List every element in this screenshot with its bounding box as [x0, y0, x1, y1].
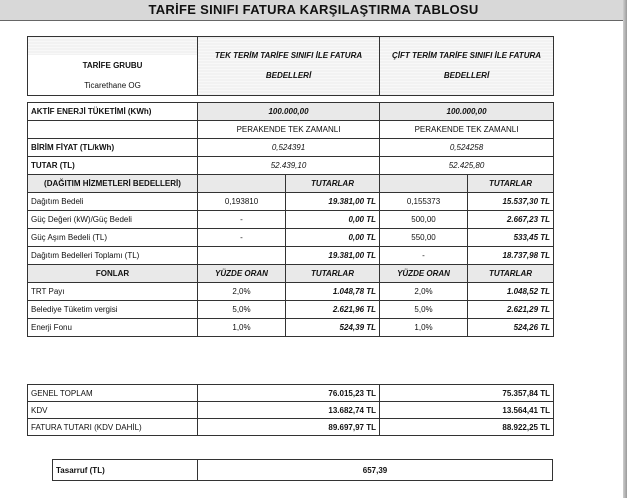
unit-price-label: BİRİM FİYAT (TL/kWh) — [28, 139, 198, 157]
funds-tutarlar-double: TUTARLAR — [468, 265, 554, 283]
amount-single: 52.439,10 — [198, 157, 380, 175]
funds-header-row — [28, 265, 554, 283]
single-term-heading: TEK TERİM TARİFE SINIFI İLE FATURA BEDELLERİ — [198, 37, 380, 96]
total-double: 88.922,25 TL — [380, 419, 554, 436]
total-label: KDV — [28, 402, 198, 419]
fund-row-label: Enerji Fonu — [28, 319, 198, 337]
fund-row — [28, 301, 554, 319]
funds-pct-double: YÜZDE ORAN — [380, 265, 468, 283]
double-rate: 550,00 — [380, 229, 468, 247]
total-single: 89.697,97 TL — [198, 419, 380, 436]
double-rate: - — [380, 247, 468, 265]
single-amount: 2.621,96 TL — [286, 301, 380, 319]
double-amount: 2.621,29 TL — [468, 301, 554, 319]
header-row — [28, 37, 554, 56]
distribution-tutarlar-double: TUTARLAR — [468, 175, 554, 193]
distribution-row — [28, 193, 554, 211]
savings-row — [53, 460, 553, 481]
savings-table — [52, 459, 553, 481]
total-label: FATURA TUTARI (KDV DAHİL) — [28, 419, 198, 436]
fund-row-label: Belediye Tüketim vergisi — [28, 301, 198, 319]
funds-header: FONLAR — [28, 265, 198, 283]
double-amount: 18.737,98 TL — [468, 247, 554, 265]
single-amount: 524,39 TL — [286, 319, 380, 337]
fund-row — [28, 319, 554, 337]
single-rate: 0,193810 — [198, 193, 286, 211]
total-single: 76.015,23 TL — [198, 385, 380, 402]
amount-double: 52.425,80 — [380, 157, 554, 175]
double-rate: 500,00 — [380, 211, 468, 229]
totals-table — [27, 384, 554, 436]
total-row — [28, 419, 554, 436]
active-energy-double: 100.000,00 — [380, 103, 554, 121]
single-pct: 2,0% — [198, 283, 286, 301]
active-energy-label: AKTİF ENERJİ TÜKETİMİ (KWh) — [28, 103, 198, 121]
funds-tutarlar-single: TUTARLAR — [286, 265, 380, 283]
distribution-tutarlar-single: TUTARLAR — [286, 175, 380, 193]
active-energy-row — [28, 103, 554, 121]
single-rate: - — [198, 229, 286, 247]
funds-pct-single: YÜZDE ORAN — [198, 265, 286, 283]
distribution-header-row — [28, 175, 554, 193]
unit-price-single: 0,524391 — [198, 139, 380, 157]
single-amount: 1.048,78 TL — [286, 283, 380, 301]
single-rate — [198, 247, 286, 265]
fund-row — [28, 283, 554, 301]
page-title: TARİFE SINIFI FATURA KARŞILAŞTIRMA TABLOSU — [0, 0, 627, 21]
single-amount: 0,00 TL — [286, 211, 380, 229]
total-row — [28, 402, 554, 419]
single-amount: 0,00 TL — [286, 229, 380, 247]
total-double: 75.357,84 TL — [380, 385, 554, 402]
distribution-row-label: Dağıtım Bedelleri Toplamı (TL) — [28, 247, 198, 265]
distribution-row-label: Dağıtım Bedeli — [28, 193, 198, 211]
distribution-row — [28, 229, 554, 247]
amount-row — [28, 157, 554, 175]
savings-value: 657,39 — [198, 460, 553, 481]
total-row — [28, 385, 554, 402]
retail-double: PERAKENDE TEK ZAMANLI — [380, 121, 554, 139]
single-amount: 19.381,00 TL — [286, 247, 380, 265]
distribution-header: (DAĞITIM HİZMETLERİ BEDELLERİ) — [28, 175, 198, 193]
single-pct: 5,0% — [198, 301, 286, 319]
total-double: 13.564,41 TL — [380, 402, 554, 419]
total-single: 13.682,74 TL — [198, 402, 380, 419]
double-amount: 15.537,30 TL — [468, 193, 554, 211]
fund-row-label: TRT Payı — [28, 283, 198, 301]
double-amount: 2.667,23 TL — [468, 211, 554, 229]
double-rate: 0,155373 — [380, 193, 468, 211]
unit-price-double: 0,524258 — [380, 139, 554, 157]
comparison-table — [27, 36, 554, 337]
tariff-group-label: TARİFE GRUBU — [28, 55, 198, 75]
double-pct: 1,0% — [380, 319, 468, 337]
retail-row — [28, 121, 554, 139]
amount-label: TUTAR (TL) — [28, 157, 198, 175]
double-pct: 2,0% — [380, 283, 468, 301]
single-pct: 1,0% — [198, 319, 286, 337]
single-rate: - — [198, 211, 286, 229]
double-amount: 524,26 TL — [468, 319, 554, 337]
distribution-row — [28, 211, 554, 229]
double-term-heading: ÇİFT TERİM TARİFE SINIFI İLE FATURA BEDELLERİ — [380, 37, 554, 96]
retail-single: PERAKENDE TEK ZAMANLI — [198, 121, 380, 139]
double-pct: 5,0% — [380, 301, 468, 319]
distribution-row-label: Güç Aşım Bedeli (TL) — [28, 229, 198, 247]
double-amount: 1.048,52 TL — [468, 283, 554, 301]
distribution-row-label: Güç Değeri (kW)/Güç Bedeli — [28, 211, 198, 229]
tariff-group-value: Ticarethane OG — [28, 75, 198, 96]
unit-price-row — [28, 139, 554, 157]
scan-edge — [623, 0, 627, 498]
single-amount: 19.381,00 TL — [286, 193, 380, 211]
total-label: GENEL TOPLAM — [28, 385, 198, 402]
double-amount: 533,45 TL — [468, 229, 554, 247]
distribution-total-row — [28, 247, 554, 265]
savings-label: Tasarruf (TL) — [53, 460, 198, 481]
active-energy-single: 100.000,00 — [198, 103, 380, 121]
